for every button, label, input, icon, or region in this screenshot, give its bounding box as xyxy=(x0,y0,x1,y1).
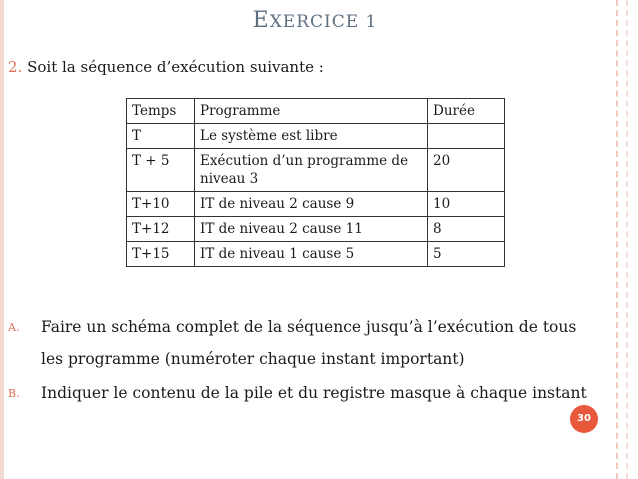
table-cell: T+10 xyxy=(127,192,195,217)
table-cell: 8 xyxy=(428,217,505,242)
intro-line xyxy=(8,58,324,76)
table-header-row xyxy=(127,99,505,124)
table-cell: T+15 xyxy=(127,242,195,267)
header-cell: Programme xyxy=(195,99,428,124)
slide-title xyxy=(0,8,630,33)
slide-left-border xyxy=(0,0,4,479)
table-cell: IT de niveau 1 cause 5 xyxy=(195,242,428,267)
title-initial: E xyxy=(252,8,270,33)
table-cell: 5 xyxy=(428,242,505,267)
question-text: Faire un schéma complet de la séquence jusqu’à l’exécution de tous xyxy=(41,318,577,336)
table-cell: Le système est libre xyxy=(195,124,428,149)
table-cell: Exécution d’un programme de niveau 3 xyxy=(195,149,428,192)
intro-number: 2. xyxy=(8,58,23,76)
question-marker: B. xyxy=(8,387,20,400)
page-number-badge: 30 xyxy=(570,405,598,433)
table-cell: 20 xyxy=(428,149,505,192)
table-cell: T xyxy=(127,124,195,149)
table-row xyxy=(127,149,505,192)
question-marker: A. xyxy=(8,321,20,334)
title-rest: XERCICE 1 xyxy=(269,12,378,32)
table-cell: T + 5 xyxy=(127,149,195,192)
question-text: les programme (numéroter chaque instant important) xyxy=(41,350,465,368)
table-row xyxy=(127,217,505,242)
sequence-table xyxy=(126,98,505,267)
question-text: Indiquer le contenu de la pile et du registre masque à chaque instant xyxy=(41,384,587,402)
table-cell: 10 xyxy=(428,192,505,217)
table-row xyxy=(127,192,505,217)
table-cell: IT de niveau 2 cause 11 xyxy=(195,217,428,242)
intro-text: Soit la séquence d’exécution suivante : xyxy=(27,58,324,76)
slide-right-border xyxy=(616,0,638,479)
table-cell: T+12 xyxy=(127,217,195,242)
table-row xyxy=(127,242,505,267)
table-cell: IT de niveau 2 cause 9 xyxy=(195,192,428,217)
header-cell: Temps xyxy=(127,99,195,124)
header-cell: Durée xyxy=(428,99,505,124)
table-cell xyxy=(428,124,505,149)
table-row xyxy=(127,124,505,149)
